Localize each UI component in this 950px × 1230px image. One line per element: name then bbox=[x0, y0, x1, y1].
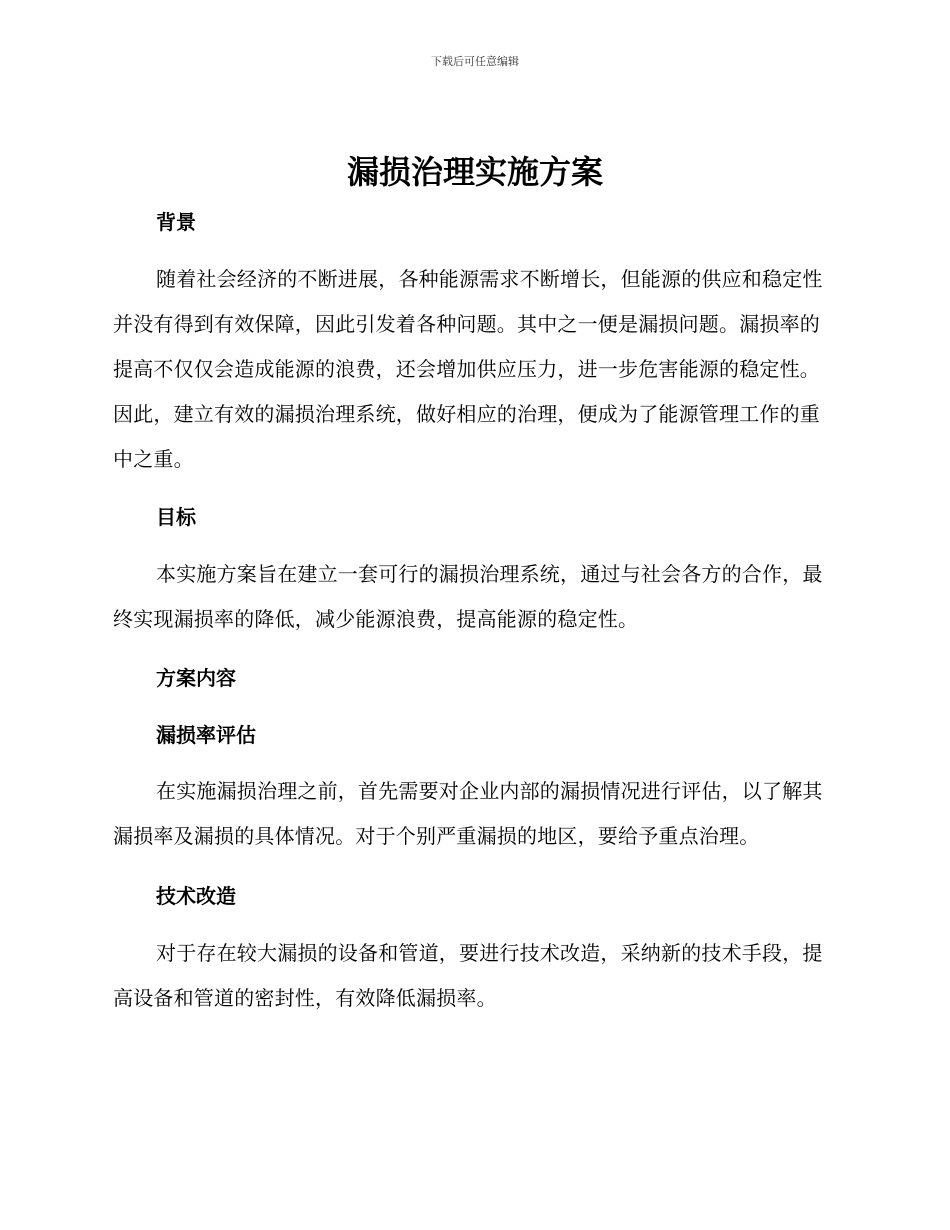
document-title: 漏损治理实施方案 bbox=[346, 153, 603, 191]
page-header: 下载后可任意编辑 bbox=[431, 55, 519, 68]
section-text-background: 随着社会经济的不断进展，各种能源需求不断增长，但能源的供应和稳定性并没有得到有效保障，因此引发着各种问题。其中之一便是漏损问题。漏损率的提高不仅仅会造成能源的浪费，还会增加供应压力，进一步危害能源的稳定性。因此，建立有效的漏损治理系统，做好相应的治理，便成为了能源管理工作的重中之重。 bbox=[113, 267, 823, 471]
section-text-assessment: 在实施漏损治理之前，首先需要对企业内部的漏损情况进行评估，以了解其漏损率及漏损的具体情况。对于个别严重漏损的地区，要给予重点治理。 bbox=[113, 779, 823, 848]
section-text-tech: 对于存在较大漏损的设备和管道，要进行技术改造，采纳新的技术手段，提高设备和管道的密封性，有效降低漏损率。 bbox=[113, 941, 823, 1010]
document-body bbox=[113, 200, 835, 1021]
section-heading-background: 背景 bbox=[156, 210, 196, 234]
section-heading-plan: 方案内容 bbox=[156, 666, 236, 690]
section-text-goal: 本实施方案旨在建立一套可行的漏损治理系统，通过与社会各方的合作，最终实现漏损率的降低，减少能源浪费，提高能源的稳定性。 bbox=[113, 562, 823, 631]
section-heading-goal: 目标 bbox=[156, 505, 196, 529]
section-heading-tech: 技术改造 bbox=[156, 884, 236, 908]
section-heading-assessment: 漏损率评估 bbox=[156, 723, 256, 747]
